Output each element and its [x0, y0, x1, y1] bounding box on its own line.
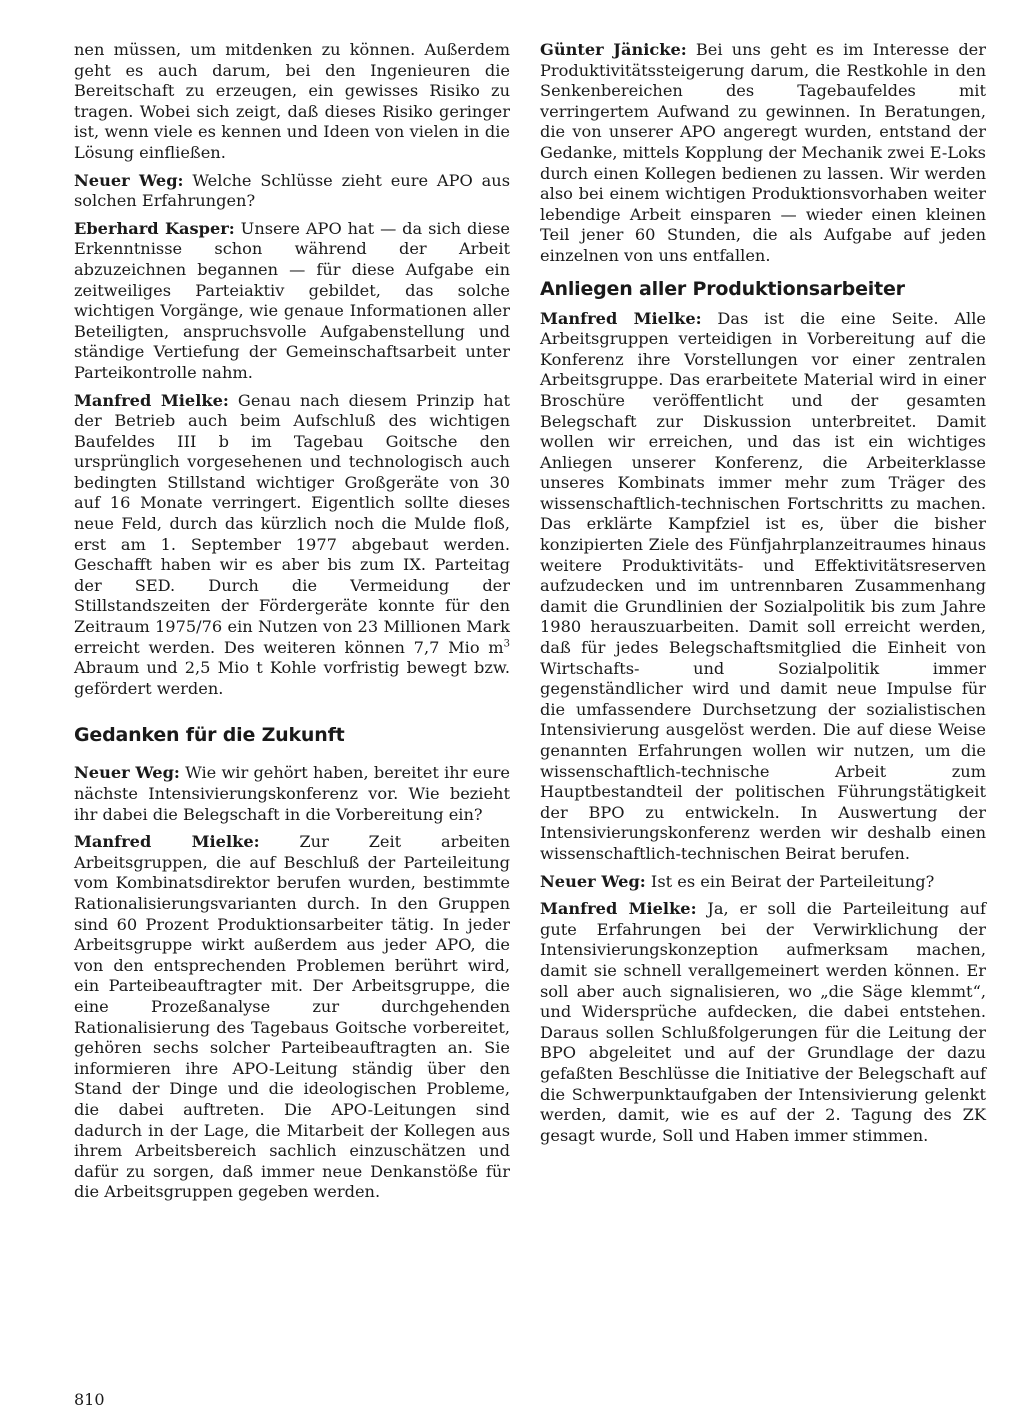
superscript: 3: [503, 638, 510, 650]
paragraph-text: Genau nach diesem Prinzip hat der Betrieb auch beim Aufschluß des wichtigen Baufeldes III b im Tagebau Goitsche den ursprünglich vorgesehenen und technologisch auch bedingten Stillstand wichtiger Großgeräte von 30 auf 16 Monate verringert. Eigentlich sollte dieses neue Feld, durch das kürzlich noch die Mulde floß, erst am 1. September 1977 abgebaut werden. Geschafft haben wir es aber bis zum IX. Parteitag der SED. Durch die Vermeidung der Stillstandszeiten der Fördergeräte konnte für den Zeitraum 1975/76 ein Nutzen von 23 Millionen Mark erreicht werden. Des weiteren können 7,7 Mio m: [74, 390, 511, 657]
paragraph-text: Zur Zeit arbeiten Arbeitsgruppen, die auf Beschluß der Parteileitung vom Kombinatsdirektor berufen wurden, bestimmte Rationalisierungsvarianten durch. In den Gruppen sind 60 Prozent Produktionsarbeiter tätig. In jeder Arbeitsgruppe wirkt außerdem aus jeder APO, die von den entsprechenden Problemen berührt wird, ein Parteibeauftragter mit. Der Arbeitsgruppe, die eine Prozeßanalyse zur durchgehenden Rationalisierung des Tagebaus Goitsche vorbereitet, gehören sechs solcher Parteibeauftragten an. Sie informieren ihre APO-Leitung ständig über den Stand der Dinge und die ideologischen Probleme, die dabei auftreten. Die APO-Leitungen sind dadurch in der Lage, die Mitarbeit der Kollegen aus ihrem Arbeitsbereich sachlich einzuschätzen und dafür zu sorgen, daß immer neue Denkanstöße für die Arbeitsgruppen gegeben werden.: [74, 832, 510, 1202]
paragraph-kasper: [74, 219, 510, 384]
paragraph-intro: [74, 40, 510, 164]
right-column: [540, 40, 986, 1153]
speaker-label: Neuer Weg:: [74, 763, 180, 783]
paragraph-neuer-weg-3: [540, 872, 986, 893]
paragraph-text: Bei uns geht es im Interesse der Produktivitätssteigerung darum, die Restkohle in den Senkenbereichen des Tagebaufeldes mit verringertem Aufwand zu gewinnen. In Beratungen, die von unserer APO angeregt wurden, entstand der Gedanke, mittels Kopplung der Mechanik zwei E-Loks durch einen Kollegen bedienen zu lassen. Wir werden also bei einem wichtigen Produktionsvorhaben weiter lebendige Arbeit einsparen — wieder einen kleinen Teil jener 60 Stunden, die als Aufgabe auf jeden einzelnen von uns entfallen.: [540, 40, 987, 265]
speaker-label: Manfred Mielke:: [74, 832, 260, 852]
speaker-label: Manfred Mielke:: [540, 308, 702, 328]
paragraph-text-continued: Abraum und 2,5 Mio t Kohle vorfristig bewegt bzw. gefördert werden.: [74, 658, 510, 698]
paragraph-mielke-4: [540, 899, 986, 1146]
paragraph-text: Ist es ein Beirat der Parteileitung?: [645, 871, 935, 891]
paragraph-mielke-1: [74, 391, 510, 700]
paragraph-text: Wie wir gehört haben, bereitet ihr eure nächste Intensivierungskonferenz vor. Wie bezieht ihr dabei die Belegschaft in die Vorbereitung ein?: [74, 763, 510, 824]
speaker-label: Manfred Mielke:: [74, 390, 229, 410]
paragraph-text: nen müssen, um mitdenken zu können. Außerdem geht es auch darum, bei den Ingenieuren die Bereitschaft zu erzeugen, ein gewisses Risiko zu tragen. Wobei sich zeigt, daß dieses Risiko geringer ist, wenn viele es kennen und Ideen von vielen in die Lösung einfließen.: [74, 40, 510, 162]
paragraph-text: Ja, er soll die Parteileitung auf gute Erfahrungen bei der Verwirklichung der Intensivierungskonzeption aufmerksam machen, damit sie schnell verallgemeinert werden können. Er soll aber auch signalisieren, wo „die Säge klemmt“, und Widersprüche aufdecken, die dabei entstehen. Daraus sollen Schlußfolgerungen für die Leitung der BPO abgeleitet und auf der Grundlage der dazu gefaßten Beschlüsse die Initiative der Belegschaft auf die Schwerpunktaufgaben der Intensivierung gelenkt werden, damit, wie es auf der 2. Tagung des ZK gesagt wurde, Soll und Haben immer stimmen.: [540, 899, 986, 1145]
paragraph-neuer-weg-1: [74, 171, 510, 212]
page-number: 810: [74, 1390, 105, 1409]
section-heading-zukunft: Gedanken für die Zukunft: [74, 724, 345, 747]
paragraph-neuer-weg-2: [74, 763, 510, 825]
paragraph-text: Das ist die eine Seite. Alle Arbeitsgruppen verteidigen in Vorbereitung auf die Konferenz ihre Vorstellungen vor einer zentralen Arbeitsgruppe. Das erarbeitete Material wird in einer Broschüre veröffentlicht und der gesamten Belegschaft zur Diskussion unterbreitet. Damit wollen wir erreichen, und das ist ein wichtiges Anliegen unserer Konferenz, die Arbeiterklasse unseres Kombinats immer mehr zum Träger des wissenschaftlich-technischen Fortschritts zu machen. Das erklärte Kampfziel ist es, über die bisher konzipierten Ziele des Fünfjahrplanzeitraumes hinaus weitere Produktivitäts- und Effektivitätsreserven aufzudecken und im untrennbaren Zusammenhang damit die Grundlinien der Sozialpolitik bis zum Jahre 1980 herauszuarbeiten. Damit soll erreicht werden, daß für jedes Belegschaftsmitglied die Einheit von Wirtschafts- und Sozialpolitik immer gegenständlicher wird und damit neue Impulse für die umfassendere Durchsetzung der sozialistischen Intensivierung ausgelöst werden. Die auf diese Weise genannten Erfahrungen wollen wir nutzen, um die wissenschaftlich-technische Arbeit zum Hauptbestandteil der politischen Führungstätigkeit der BPO zu entwickeln. In Auswertung der Intensivierungskonferenz werden wir deshalb einen wissenschaftlich-technischen Beirat berufen.: [540, 308, 986, 863]
paragraph-mielke-2: [74, 832, 510, 1203]
left-column: [74, 40, 510, 1210]
paragraph-text: Unsere APO hat — da sich diese Erkenntnisse schon während der Arbeit abzuzeichnen begannen — für diese Aufgabe ein zeitweiliges Parteiaktiv gebildet, das solche wichtigen Vorgänge, wie genaue Informationen aller Beteiligten, anspruchsvolle Aufgabenstellung und ständige Vertiefung der Gemeinschaftsarbeit unter Parteikontrolle nahm.: [74, 218, 510, 382]
section-heading-anliegen: Anliegen aller Produktionsarbeiter: [540, 277, 905, 300]
speaker-label: Manfred Mielke:: [540, 899, 697, 919]
speaker-label: Günter Jänicke:: [540, 40, 687, 59]
speaker-label: Neuer Weg:: [540, 871, 646, 891]
paragraph-mielke-3: [540, 309, 986, 865]
paragraph-jaenicke: [540, 40, 986, 267]
speaker-label: Eberhard Kasper:: [74, 218, 235, 238]
paragraph-text: Welche Schlüsse zieht eure APO aus solchen Erfahrungen?: [74, 170, 510, 211]
speaker-label: Neuer Weg:: [74, 170, 184, 190]
